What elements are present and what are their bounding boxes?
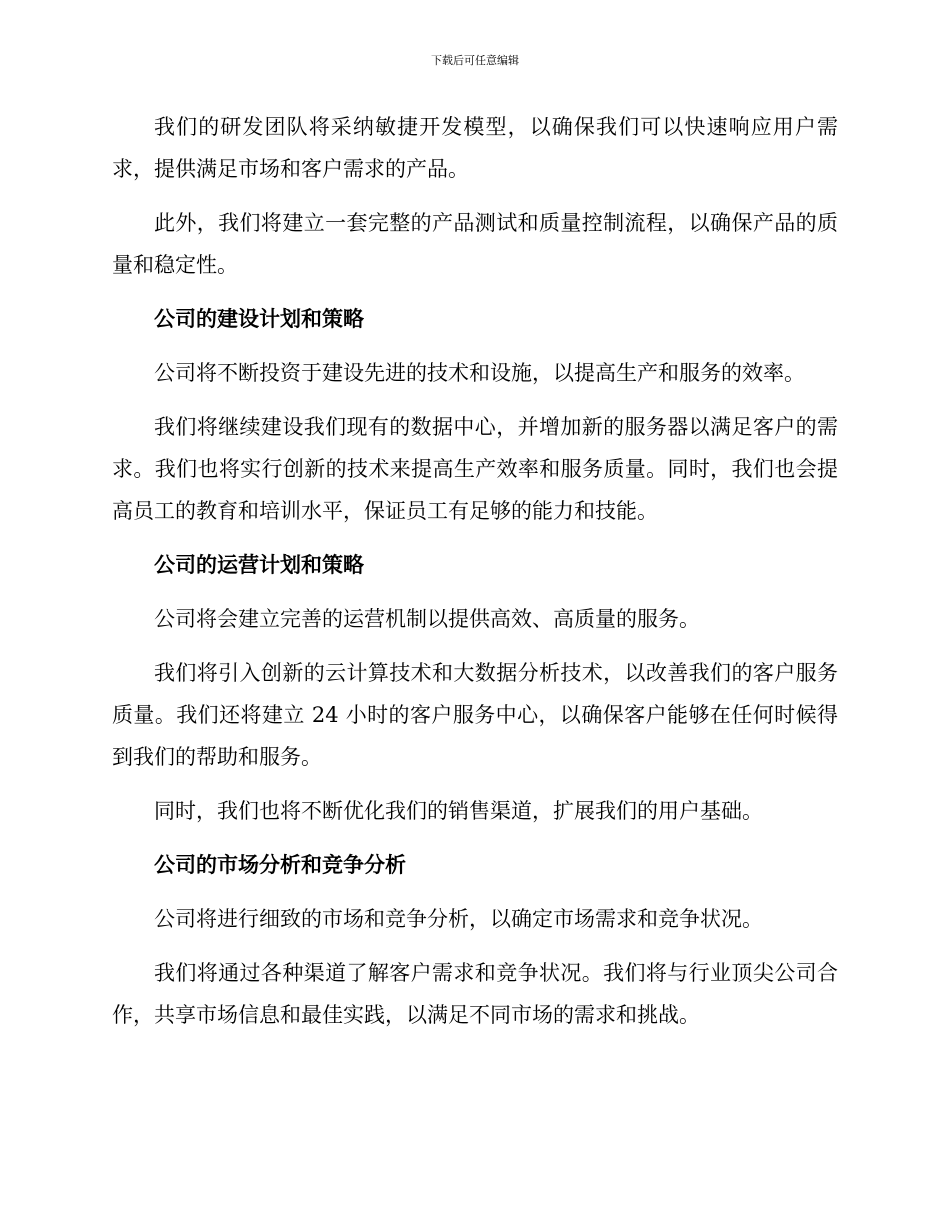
paragraph-investment: 公司将不断投资于建设先进的技术和设施，以提高生产和服务的效率。 (154, 361, 805, 385)
paragraph-industry-cooperation: 我们将通过各种渠道了解客户需求和竞争状况。我们将与行业顶尖公司合作，共享市场信息和最佳实践，以满足不同市场的需求和挑战。 (112, 961, 838, 1027)
heading-construction-plan: 公司的建设计划和策略 (154, 307, 364, 331)
page-header-note: 下载后可任意编辑 (431, 54, 519, 67)
paragraph-sales-channels: 同时，我们也将不断优化我们的销售渠道，扩展我们的用户基础。 (154, 799, 763, 823)
document-body (112, 106, 838, 1048)
paragraph-cloud-bigdata: 我们将引入创新的云计算技术和大数据分析技术，以改善我们的客户服务质量。我们还将建立 24 小时的客户服务中心，以确保客户能够在任何时候得到我们的帮助和服务。 (112, 661, 838, 769)
heading-market-analysis: 公司的市场分析和竞争分析 (154, 853, 406, 877)
paragraph-market-competition: 公司将进行细致的市场和竞争分析，以确定市场需求和竞争状况。 (154, 907, 763, 931)
paragraph-quality-control: 此外，我们将建立一套完整的产品测试和质量控制流程，以确保产品的质量和稳定性。 (112, 211, 838, 277)
paragraph-operations-mechanism: 公司将会建立完善的运营机制以提供高效、高质量的服务。 (154, 607, 700, 631)
heading-operations-plan: 公司的运营计划和策略 (154, 553, 364, 577)
paragraph-agile-development: 我们的研发团队将采纳敏捷开发模型，以确保我们可以快速响应用户需求，提供满足市场和客户需求的产品。 (112, 115, 838, 181)
paragraph-data-center: 我们将继续建设我们现有的数据中心，并增加新的服务器以满足客户的需求。我们也将实行创新的技术来提高生产效率和服务质量。同时，我们也会提高员工的教育和培训水平，保证员工有足够的能力和技能。 (112, 415, 838, 523)
